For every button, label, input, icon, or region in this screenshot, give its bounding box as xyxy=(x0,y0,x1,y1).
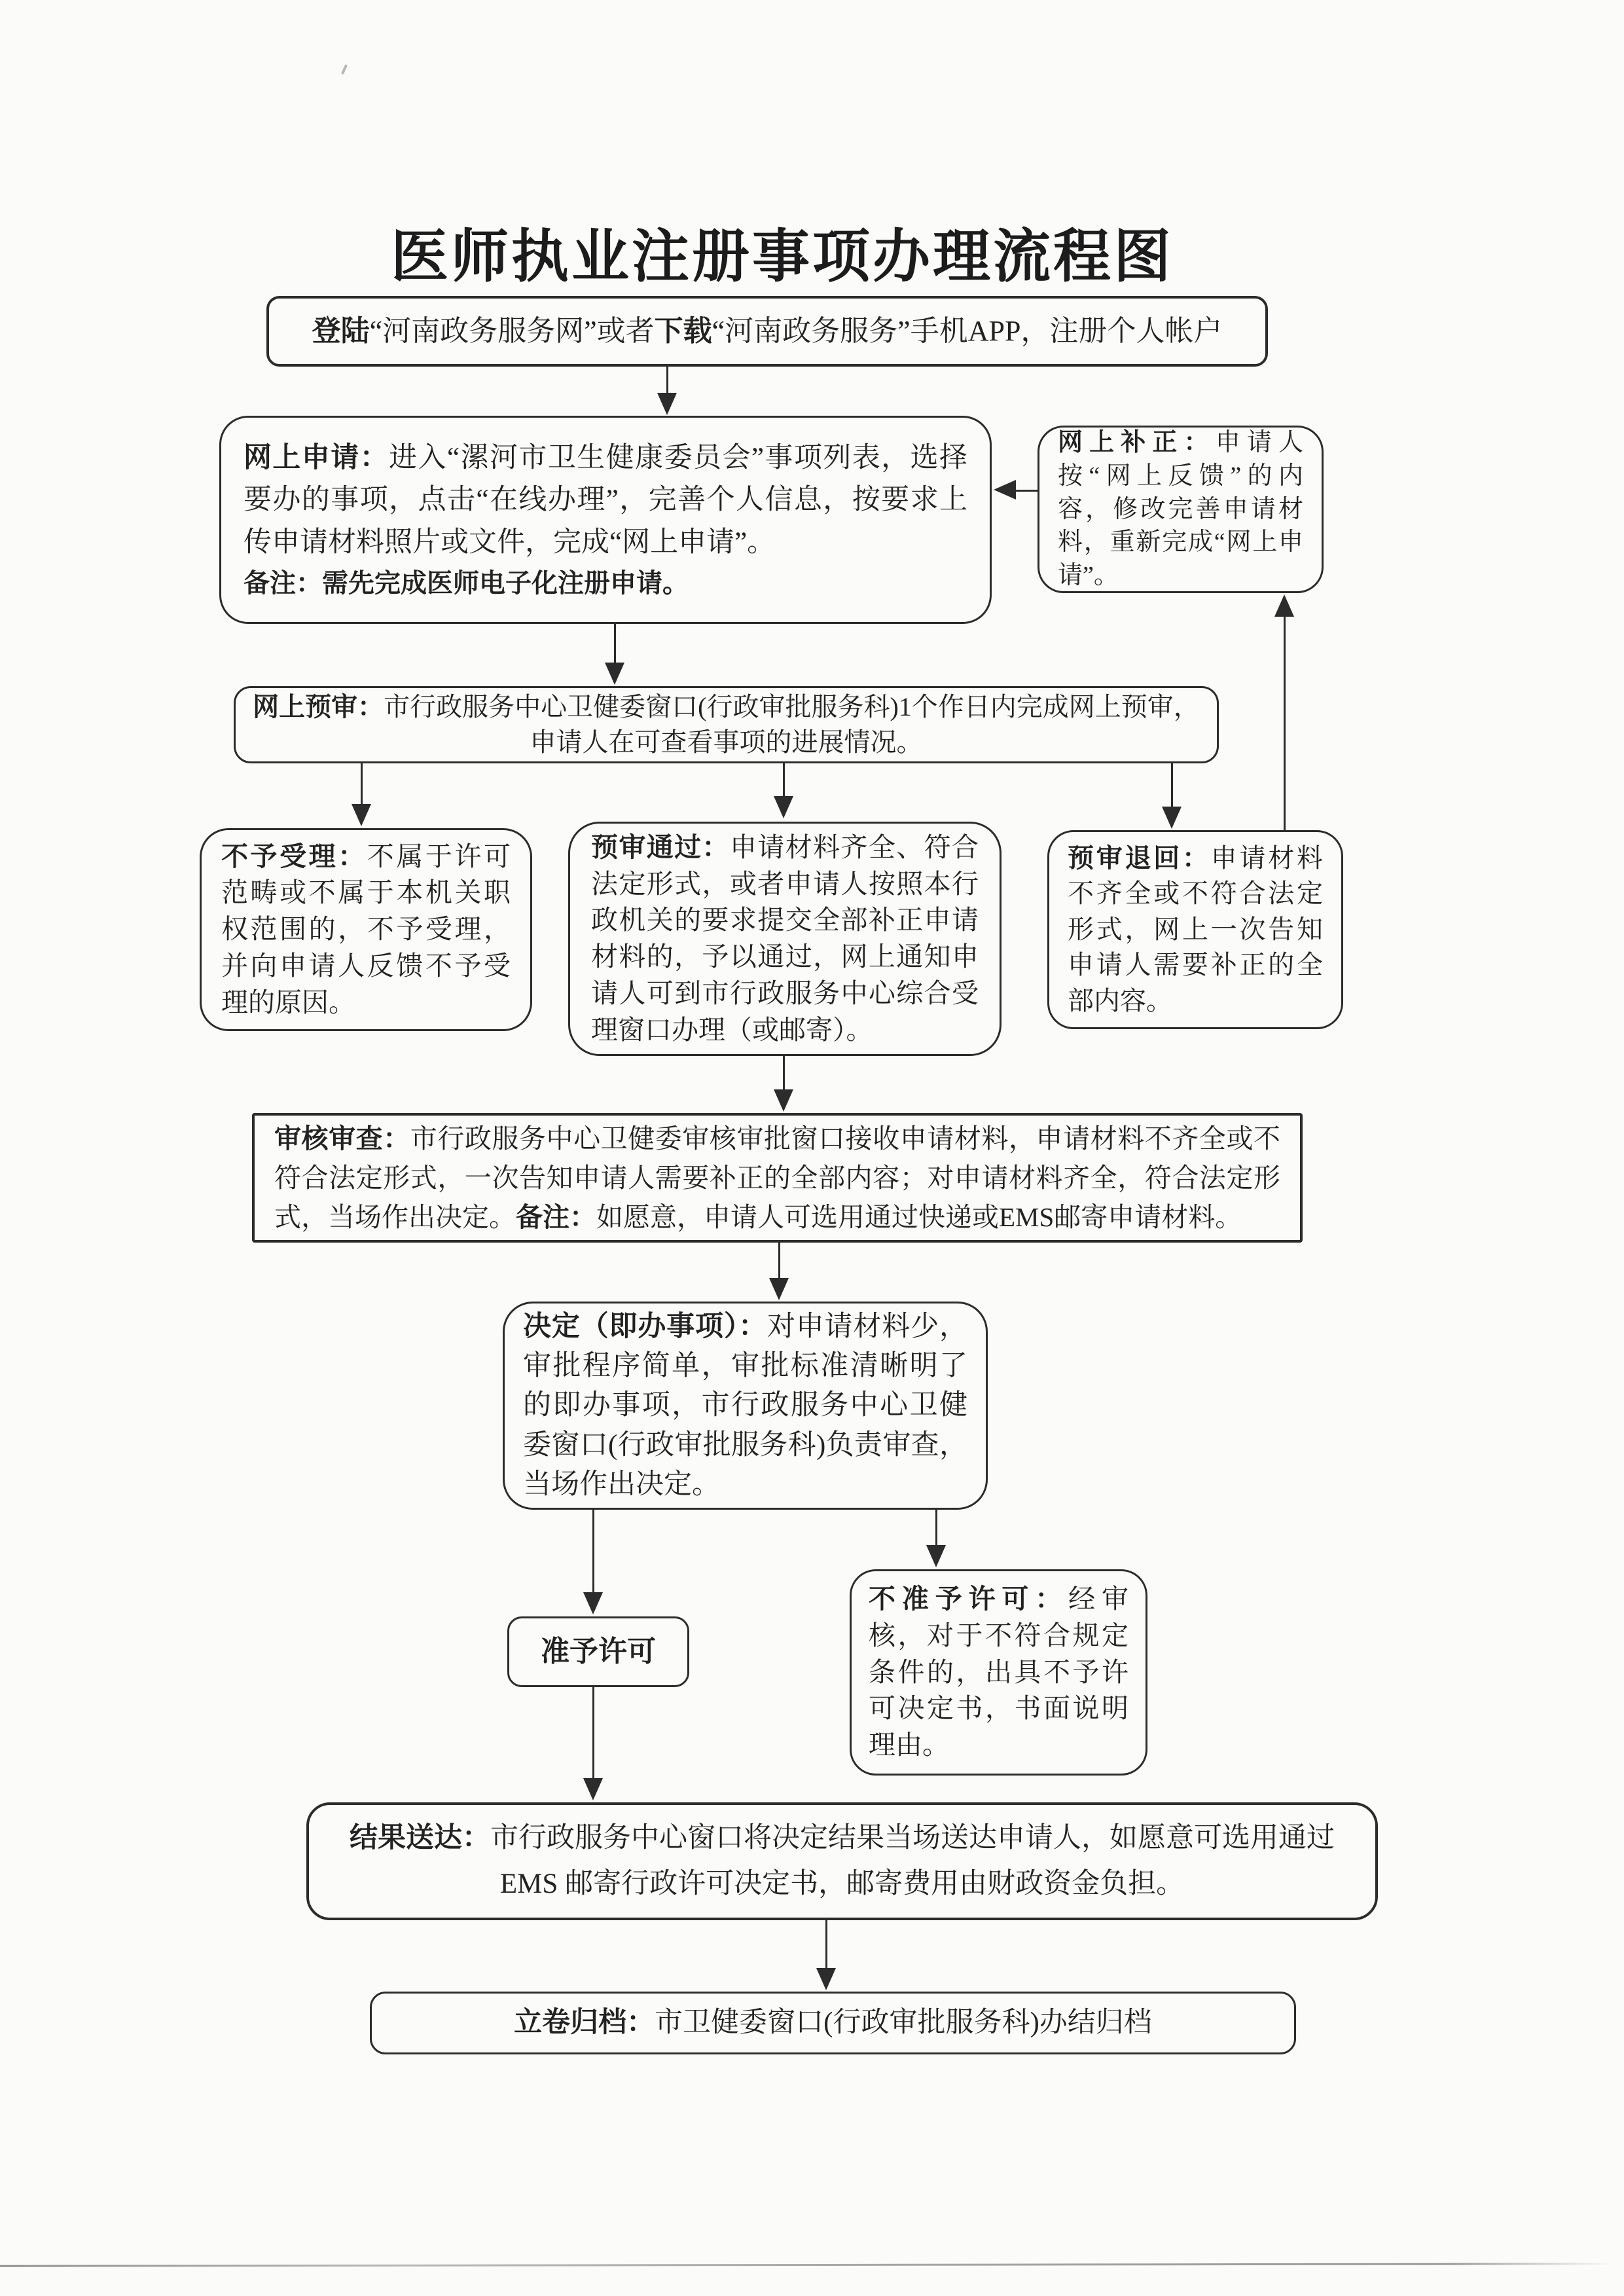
node-review-examination-note-body: 如愿意，申请人可选用通过快递或EMS邮寄申请材料。 xyxy=(596,1202,1242,1233)
node-register-account-text1: “河南政务服务网”或者 xyxy=(369,315,655,348)
node-permission-granted-text xyxy=(509,1632,687,1671)
node-online-pre-review-body: 市行政服务中心卫健委窗口(行政审批服务科)1个作日内完成网上预审，申请人在可查看事项的进展情况。 xyxy=(384,692,1200,757)
node-filing-archive-label: 立卷归档： xyxy=(514,2007,655,2039)
node-decision xyxy=(503,1302,988,1510)
node-register-account-text2: “河南政务服务”手机APP，注册个人帐户 xyxy=(712,315,1223,348)
arrow-preview-to-reject-line xyxy=(361,762,363,805)
node-permission-denied-body: 经审核，对于不符合规定条件的，出具不予许可决定书，书面说明理由。 xyxy=(869,1584,1129,1760)
node-not-accepted-label: 不予受理： xyxy=(221,841,367,871)
node-not-accepted-body: 不属于许可范畴或不属于本机关职权范围的，不予受理，并向申请人反馈不予受理的原因。 xyxy=(221,841,511,1017)
arrow-grant-to-delivery-line xyxy=(592,1687,594,1779)
node-online-correction-label: 网上补正： xyxy=(1058,428,1216,456)
arrow-decision-to-deny-head xyxy=(926,1545,946,1567)
node-register-account-bold2: 下载 xyxy=(654,315,712,348)
scan-speck xyxy=(341,64,348,75)
arrow-returned-to-correction-head xyxy=(1274,594,1294,617)
node-online-apply xyxy=(219,416,992,624)
node-permission-granted-label: 准予许可 xyxy=(541,1635,656,1668)
arrow-delivery-to-archive-line xyxy=(825,1919,827,1969)
arrow-decision-to-grant-head xyxy=(583,1592,603,1614)
arrow-preview-to-reject-head xyxy=(352,804,371,826)
node-online-apply-note-text: 备注：需先完成医师电子化注册申请。 xyxy=(244,569,689,598)
node-result-delivery xyxy=(306,1802,1378,1920)
arrow-preview-to-return-head xyxy=(1162,807,1182,829)
arrow-correction-to-apply-line xyxy=(1013,490,1039,492)
node-online-pre-review-text xyxy=(250,689,1202,760)
arrow-decision-to-deny-line xyxy=(935,1509,937,1546)
node-filing-archive-body: 市卫健委窗口(行政审批服务科)办结归档 xyxy=(655,2007,1152,2039)
node-decision-label: 决定（即办事项）： xyxy=(523,1311,767,1343)
arrow-delivery-to-archive-head xyxy=(816,1968,836,1990)
arrow-returned-to-correction-line xyxy=(1284,615,1286,831)
arrow-pass-to-review-line xyxy=(783,1055,785,1091)
node-result-delivery-text xyxy=(329,1815,1356,1906)
node-pre-review-returned-label: 预审退回： xyxy=(1068,844,1211,873)
arrow-decision-to-grant-line xyxy=(592,1509,594,1594)
node-online-apply-body: 进入“漯河市卫生健康委员会”事项列表，选择要办的事项，点击“在线办理”，完善个人信息，按要求上传申请材料照片或文件，完成“网上申请”。 xyxy=(244,442,968,558)
node-pre-review-passed-text xyxy=(591,829,979,1049)
node-permission-denied-label: 不准予许可： xyxy=(869,1584,1069,1614)
node-register-account-bold1: 登陆 xyxy=(312,315,370,348)
arrow-review-to-decision-line xyxy=(778,1241,780,1279)
arrow-pass-to-review-head xyxy=(774,1089,793,1112)
node-online-apply-label: 网上申请： xyxy=(244,441,389,473)
arrow-preview-to-return-line xyxy=(1171,762,1173,808)
node-register-account xyxy=(266,296,1268,367)
arrow-register-to-apply-head xyxy=(657,393,677,415)
node-decision-body: 对申请材料少，审批程序简单，审批标准清晰明了的即办事项，市行政服务中心卫健委窗口(行政审批服务科)负责审查，当场作出决定。 xyxy=(523,1311,967,1500)
node-review-examination-body: 市行政服务中心卫健委审核审批窗口接收申请材料，申请材料不齐全或不符合法定形式，一次告知申请人需要补正的全部内容；对申请材料齐全，符合法定形式，当场作出决定。 xyxy=(274,1123,1281,1233)
node-register-account-text xyxy=(269,312,1265,351)
node-review-examination-label: 审核审查： xyxy=(274,1123,410,1154)
node-permission-denied xyxy=(850,1569,1147,1776)
node-online-pre-review-label: 网上预审： xyxy=(253,693,384,721)
node-permission-granted xyxy=(507,1616,689,1687)
arrow-grant-to-delivery-head xyxy=(583,1778,603,1800)
node-review-examination-text xyxy=(274,1119,1280,1237)
node-pre-review-returned-body: 申请材料不齐全或不符合法定形式，网上一次告知申请人需要补正的全部内容。 xyxy=(1068,843,1323,1015)
node-online-correction-text xyxy=(1058,426,1303,593)
node-pre-review-returned-text xyxy=(1068,841,1323,1019)
arrow-preview-to-pass-head xyxy=(774,796,793,818)
node-result-delivery-body: 市行政服务中心窗口将决定结果当场送达申请人，如愿意可选用通过 EMS 邮寄行政许可决定书，邮寄费用由财政资金负担。 xyxy=(490,1823,1335,1899)
node-filing-archive xyxy=(370,1992,1296,2054)
node-review-examination xyxy=(252,1113,1303,1243)
node-online-apply-text xyxy=(244,437,967,564)
page-title: 医师执业注册事项办理流程图 xyxy=(390,224,1174,289)
node-pre-review-passed-label: 预审通过： xyxy=(591,831,730,862)
node-not-accepted xyxy=(200,828,532,1031)
node-not-accepted-text xyxy=(221,839,511,1021)
arrow-review-to-decision-head xyxy=(769,1278,789,1300)
arrow-apply-to-preview-line xyxy=(614,623,616,664)
node-filing-archive-text xyxy=(372,2003,1294,2042)
node-review-examination-note-label: 备注： xyxy=(516,1202,596,1233)
arrow-register-to-apply-line xyxy=(666,365,668,395)
node-pre-review-returned xyxy=(1047,830,1343,1029)
node-pre-review-passed-body: 申请材料齐全、符合法定形式，或者申请人按照本行政机关的要求提交全部补正申请材料的，予以通过，网上通知申请人可到市行政服务中心综合受理窗口办理（或邮寄）。 xyxy=(591,831,979,1045)
node-online-correction-body: 申请人按“网上反馈”的内容，修改完善申请材料，重新完成“网上申请”。 xyxy=(1058,428,1303,590)
arrow-correction-to-apply-head xyxy=(994,480,1016,500)
arrow-apply-to-preview-head xyxy=(605,663,624,685)
node-decision-text xyxy=(523,1307,967,1504)
node-permission-denied-text xyxy=(869,1581,1128,1764)
node-pre-review-passed xyxy=(568,822,1001,1056)
node-online-correction xyxy=(1038,426,1324,593)
node-result-delivery-label: 结果送达： xyxy=(350,1822,490,1854)
node-online-apply-note xyxy=(244,564,967,603)
scan-crease-line xyxy=(0,2263,1614,2267)
node-online-pre-review xyxy=(234,686,1219,763)
arrow-preview-to-pass-line xyxy=(783,762,785,797)
